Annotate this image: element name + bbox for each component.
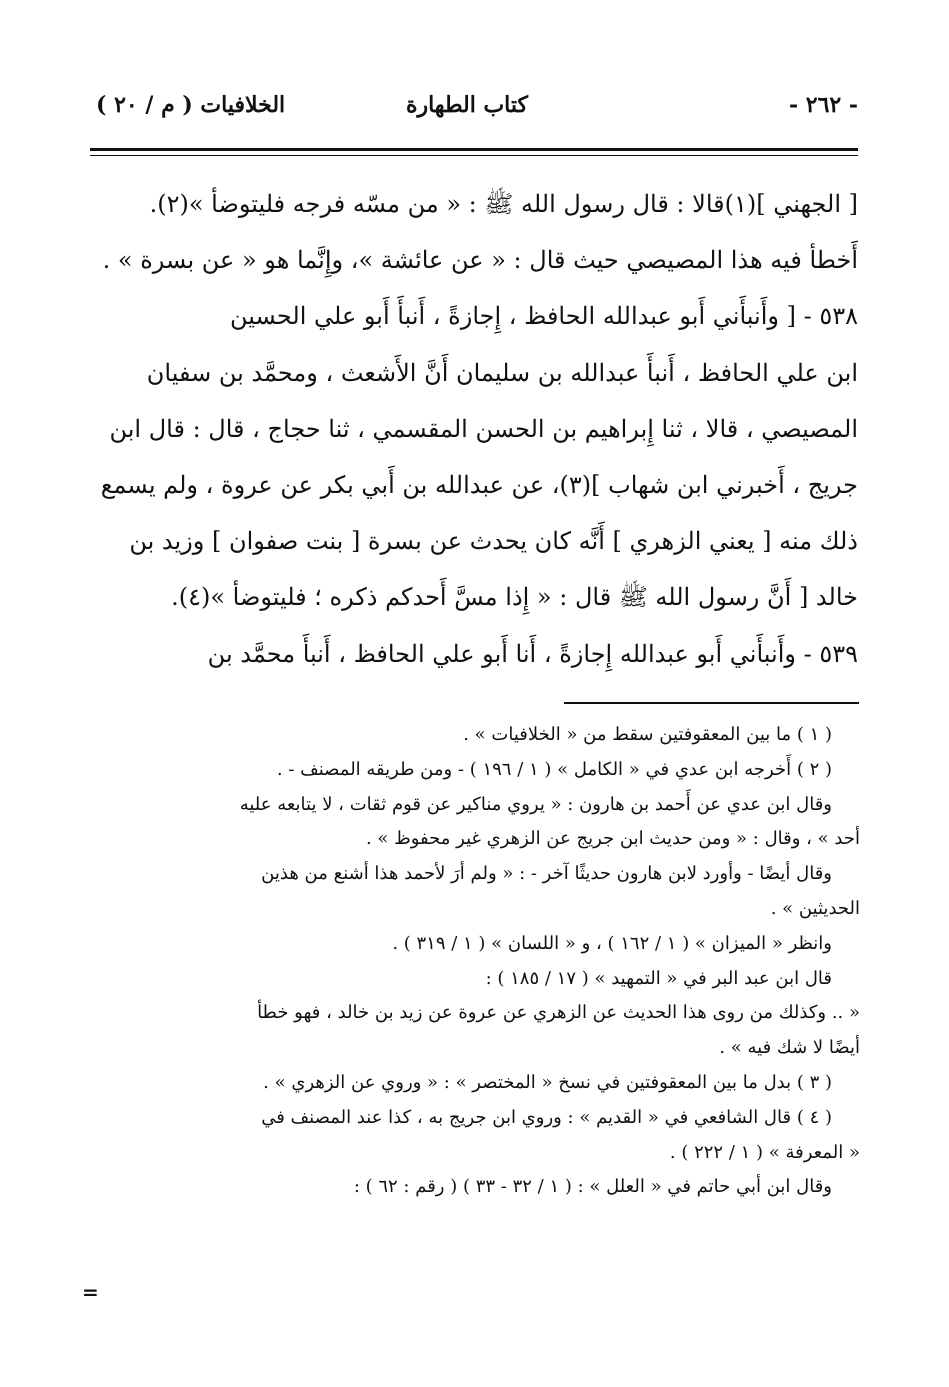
book-title: كتاب الطهارة — [405, 92, 528, 118]
text-line: أَخطأ فيه هذا المصيصي حيث قال : « عن عائشة »، وإِنَّما هو « عن بسرة » . — [102, 246, 858, 275]
footnote-line: ( ٢ ) أَخرجه ابن عدي في « الكامل » ( ١ / ١٩٦ ) - ومن طريقه المصنف - . — [276, 758, 832, 780]
text-line: المصيصي ، قالا ، ثنا إِبراهيم بن الحسن المقسمي ، ثنا حجاج ، قال : قال ابن — [109, 414, 858, 443]
text-line: ٥٣٨ - [ وأَنبأَني أَبو عبدالله الحافظ ، إِجازةً ، أَنبأَ أَبو علي الحسين — [229, 302, 858, 331]
footnote-line: ( ٤ ) قال الشافعي في « القديم » : وروي ابن جريج به ، كذا عند المصنف في — [261, 1106, 832, 1128]
footnote-line: وقال أيضًا - وأورد لابن هارون حديثًا آخر - : « ولم أرَ لأحمد هذا أشنع من هذين — [261, 863, 832, 885]
section-title: الخلافيات ( م / ٢٠ ) — [96, 92, 286, 118]
footnote-line: وقال ابن عدي عن أَحمد بن هارون : « يروي مناكير عن قوم ثقات ، لا يتابعه عليه — [239, 793, 832, 815]
page-number: - ٢٦٢ - — [788, 92, 858, 118]
footnote-separator — [564, 702, 859, 704]
footnote-line: « المعرفة » ( ١ / ٢٢٢ ) . — [669, 1141, 860, 1163]
footnote-line: « .. وكذلك من روى هذا الحديث عن الزهري عن عروة عن زيد بن خالد ، فهو خطأ — [257, 1002, 860, 1024]
footnote-line: قال ابن عبد البر في « التمهيد » ( ١٧ / ١٨٥ ) : — [485, 967, 832, 989]
header-rule-thin — [90, 155, 858, 156]
text-line: جريج ، أَخبرني ابن شهاب ](٣)، عن عبدالله بن أَبي بكر عن عروة ، ولم يسمع — [100, 470, 858, 499]
running-head — [88, 92, 858, 132]
footnote-line: وقال ابن أبي حاتم في « العلل » : ( ١ / ٣٢ - ٣٣ ) ( رقم : ٦٢ ) : — [353, 1176, 832, 1198]
footnote-line: أيضًا لا شك فيه » . — [719, 1037, 860, 1059]
text-line: ابن علي الحافظ ، أَنبأَ عبدالله بن سليمان أَنَّ الأَشعث ، ومحمَّد بن سفيان — [146, 358, 858, 387]
text-line: خالد [ أَنَّ رسول الله ﷺ قال : « إِذا مسَّ أَحدكم ذكره ؛ فليتوضأ »(٤). — [171, 583, 858, 612]
footnote-line: الحديثين » . — [770, 897, 860, 919]
footnotes — [80, 718, 860, 1205]
text-line: ٥٣٩ - وأَنبأَني أَبو عبدالله إِجازةً ، أَنا أَبو علي الحافظ ، أَنبأَ محمَّد بن — [207, 639, 858, 668]
footnote-line: وانظر « الميزان » ( ١ / ١٦٢ ) ، و « اللسان » ( ١ / ٣١٩ ) . — [392, 932, 832, 954]
main-text — [88, 176, 858, 682]
footnote-line: ( ٣ ) بدل ما بين المعقوفتين في نسخ « المختصر » : « وروي عن الزهري » . — [263, 1071, 832, 1093]
footnote-line: ( ١ ) ما بين المعقوفتين سقط من « الخلافيات » . — [463, 724, 832, 745]
footnote-line: أحد » ، وقال : « ومن حديث ابن جريج عن الزهري غير محفوظ » . — [365, 828, 860, 850]
continuation-mark: = — [82, 1280, 99, 1304]
text-line: [ الجهني ](١)قالا : قال رسول الله ﷺ : « من مسّه فرجه فليتوضأ »(٢). — [149, 190, 858, 218]
header-rule-thick — [90, 148, 858, 151]
text-line: ذلك منه [ يعني الزهري ] أَنَّه كان يحدث عن بسرة [ بنت صفوان ] وزيد بن — [129, 527, 858, 556]
